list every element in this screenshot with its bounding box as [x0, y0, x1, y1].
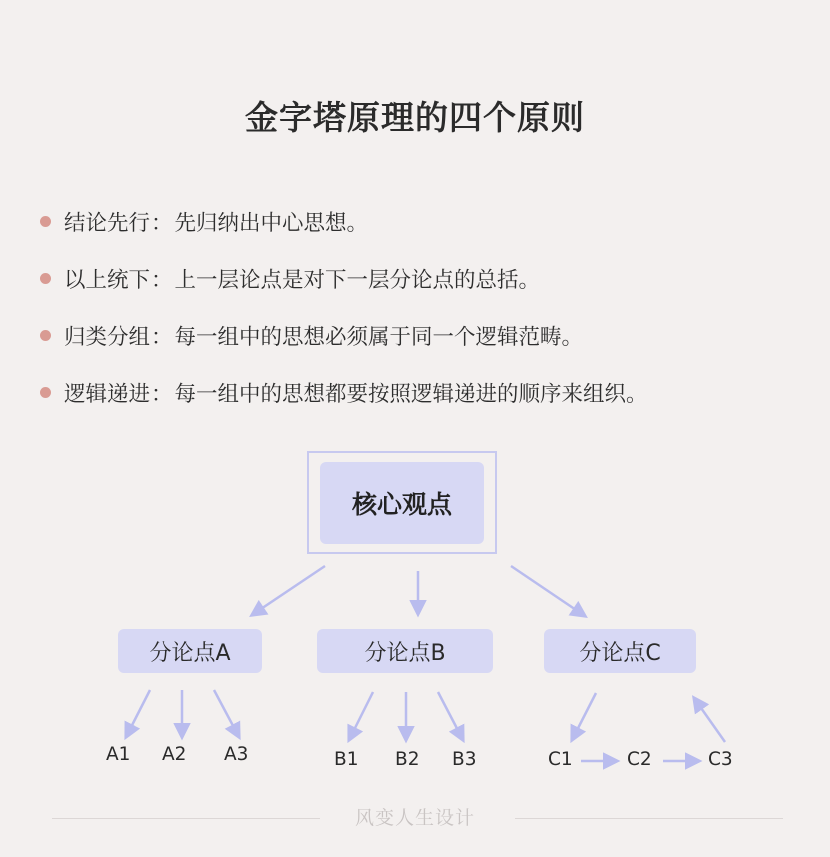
- principle-colon: ：: [151, 381, 173, 407]
- leaf-b2: B2: [395, 749, 420, 770]
- principle-name: 以上统下: [64, 267, 151, 293]
- subpoint-node-c: 分论点C: [544, 629, 696, 673]
- principle-text: 先归纳出中心思想。: [174, 210, 369, 236]
- subpoint-node-a: 分论点A: [118, 629, 262, 673]
- principle-name: 逻辑递进: [64, 381, 151, 407]
- leaf-a1: A1: [106, 744, 131, 765]
- principle-colon: ：: [151, 324, 173, 350]
- principle-name: 归类分组: [64, 324, 151, 350]
- arrow-a-to-a3: [214, 690, 239, 737]
- principle-colon: ：: [151, 210, 173, 236]
- arrow-core-to-a: [252, 566, 325, 615]
- leaf-c1: C1: [548, 749, 573, 770]
- arrow-a-to-a1: [126, 690, 150, 737]
- leaf-b1: B1: [334, 749, 359, 770]
- footer-watermark: 风变人生设计: [354, 807, 475, 829]
- leaf-c2: C2: [627, 749, 652, 770]
- subpoint-node-b: 分论点B: [317, 629, 493, 673]
- principle-text: 上一层论点是对下一层分论点的总括。: [174, 267, 541, 293]
- arrow-core-to-c: [511, 566, 585, 616]
- principle-text: 每一组中的思想必须属于同一个逻辑范畴。: [174, 324, 584, 350]
- leaf-b3: B3: [452, 749, 477, 770]
- leaf-a3: A3: [224, 744, 249, 765]
- page-title: 金字塔原理的四个原则: [245, 98, 585, 137]
- arrow-c3-to-c: [694, 698, 725, 742]
- principle-text: 每一组中的思想都要按照逻辑递进的顺序来组织。: [174, 381, 648, 407]
- core-node: 核心观点: [320, 462, 484, 544]
- arrow-c-to-c1: [572, 693, 596, 740]
- leaf-c3: C3: [708, 749, 733, 770]
- arrow-b-to-b1: [349, 692, 373, 740]
- arrow-b-to-b3: [438, 692, 463, 740]
- principle-name: 结论先行: [64, 210, 151, 236]
- principle-colon: ：: [151, 267, 173, 293]
- leaf-a2: A2: [162, 744, 187, 765]
